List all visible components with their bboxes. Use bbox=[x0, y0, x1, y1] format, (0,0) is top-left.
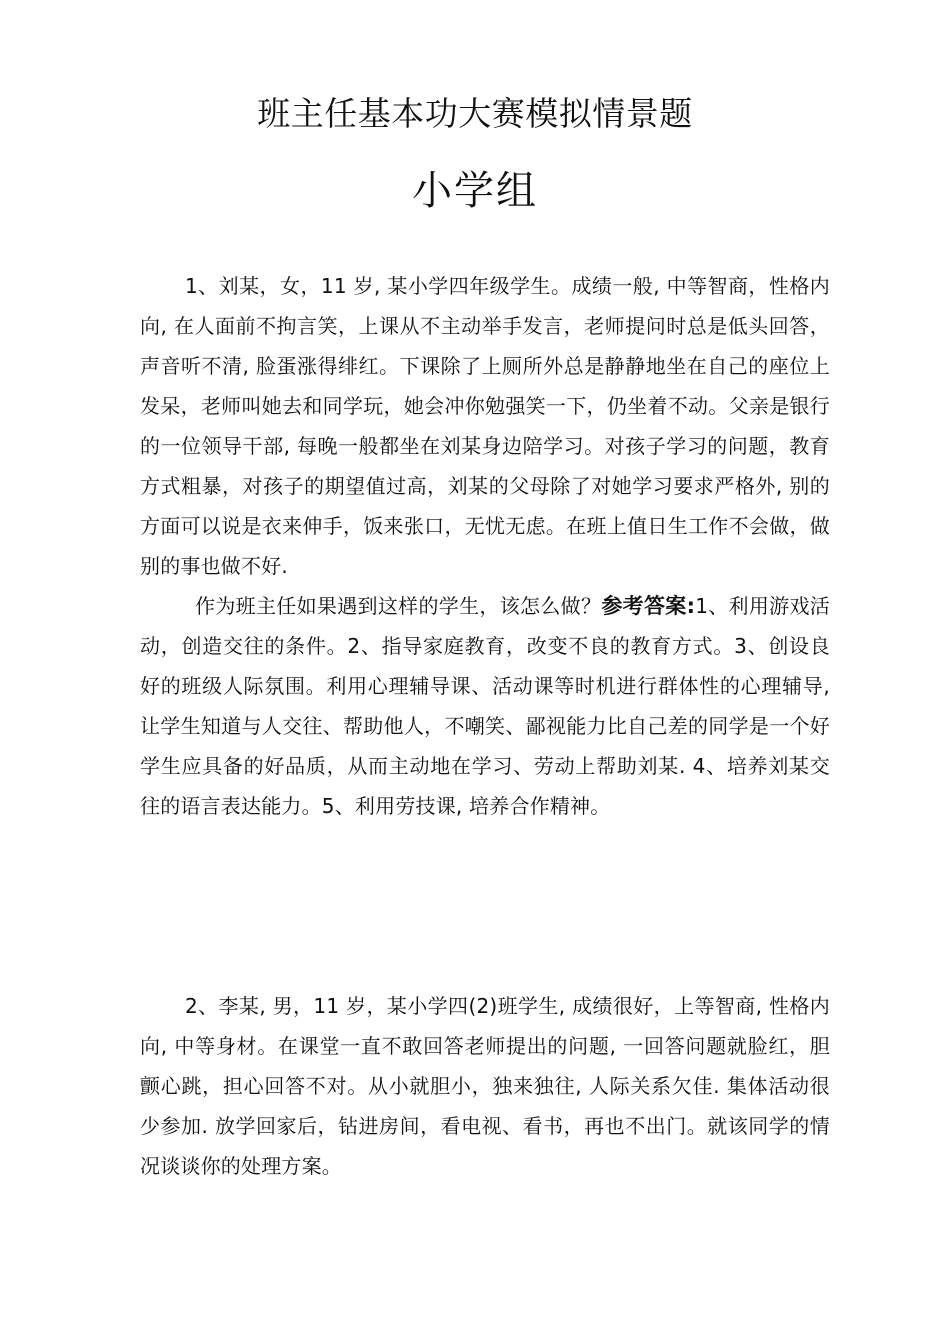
question-1 bbox=[140, 266, 830, 826]
question-1-prompt: 作为班主任如果遇到这样的学生，该怎么做？ bbox=[195, 594, 602, 618]
question-1-answer-paragraph bbox=[140, 586, 830, 826]
answer-label: 参考答案: bbox=[601, 594, 696, 618]
document-title: 班主任基本功大赛模拟情景题 bbox=[257, 94, 693, 133]
question-1-case-text: 1、刘某，女，11 岁, 某小学四年级学生。成绩一般, 中等智商，性格内向, 在人面前不拘言笑，上课从不主动举手发言，老师提问时总是低头回答，声音听不清, 脸蛋涨得绯红。下课除了上厕所外总是静静地坐在自己的座位上发呆，老师叫她去和同学玩，她会冲你勉强笑一下，仍坐着不动。父亲是银行的一位领导干部, 每晚一般都坐在刘某身边陪学习。对孩子学习的问题，教育方式粗暴，对孩子的期望值过高，刘某的父母除了对她学习要求严格外, 别的方面可以说是衣来伸手，饭来张口，无忧无虑。在班上值日生工作不会做，做别的事也做不好. bbox=[140, 274, 830, 578]
question-2-case bbox=[140, 986, 830, 1186]
question-2 bbox=[140, 986, 830, 1186]
question-2-case-text: 2、李某, 男，11 岁，某小学四(2)班学生, 成绩很好，上等智商, 性格内向, 中等身材。在课堂一直不敢回答老师提出的问题, 一回答问题就脸红，胆颤心跳，担心回答不对。从小就胆小，独来独往, 人际关系欠佳. 集体活动很少参加. 放学回家后，钻进房间，看电视、看书，再也不出门。就该同学的情况谈谈你的处理方案。 bbox=[140, 994, 830, 1178]
document-subtitle: 小学组 bbox=[412, 168, 538, 214]
question-1-case bbox=[140, 266, 830, 586]
question-1-answer-text: 1、利用游戏活动，创造交往的条件。2、指导家庭教育，改变不良的教育方式。3、创设良好的班级人际氛围。利用心理辅导课、活动课等时机进行群体性的心理辅导, 让学生知道与人交往、帮助他人，不嘲笑、鄙视能力比自己差的同学是一个好学生应具备的好品质，从而主动地在学习、劳动上帮助刘某. 4、培养刘某交往的语言表达能力。5、利用劳技课, 培养合作精神。 bbox=[140, 594, 831, 818]
